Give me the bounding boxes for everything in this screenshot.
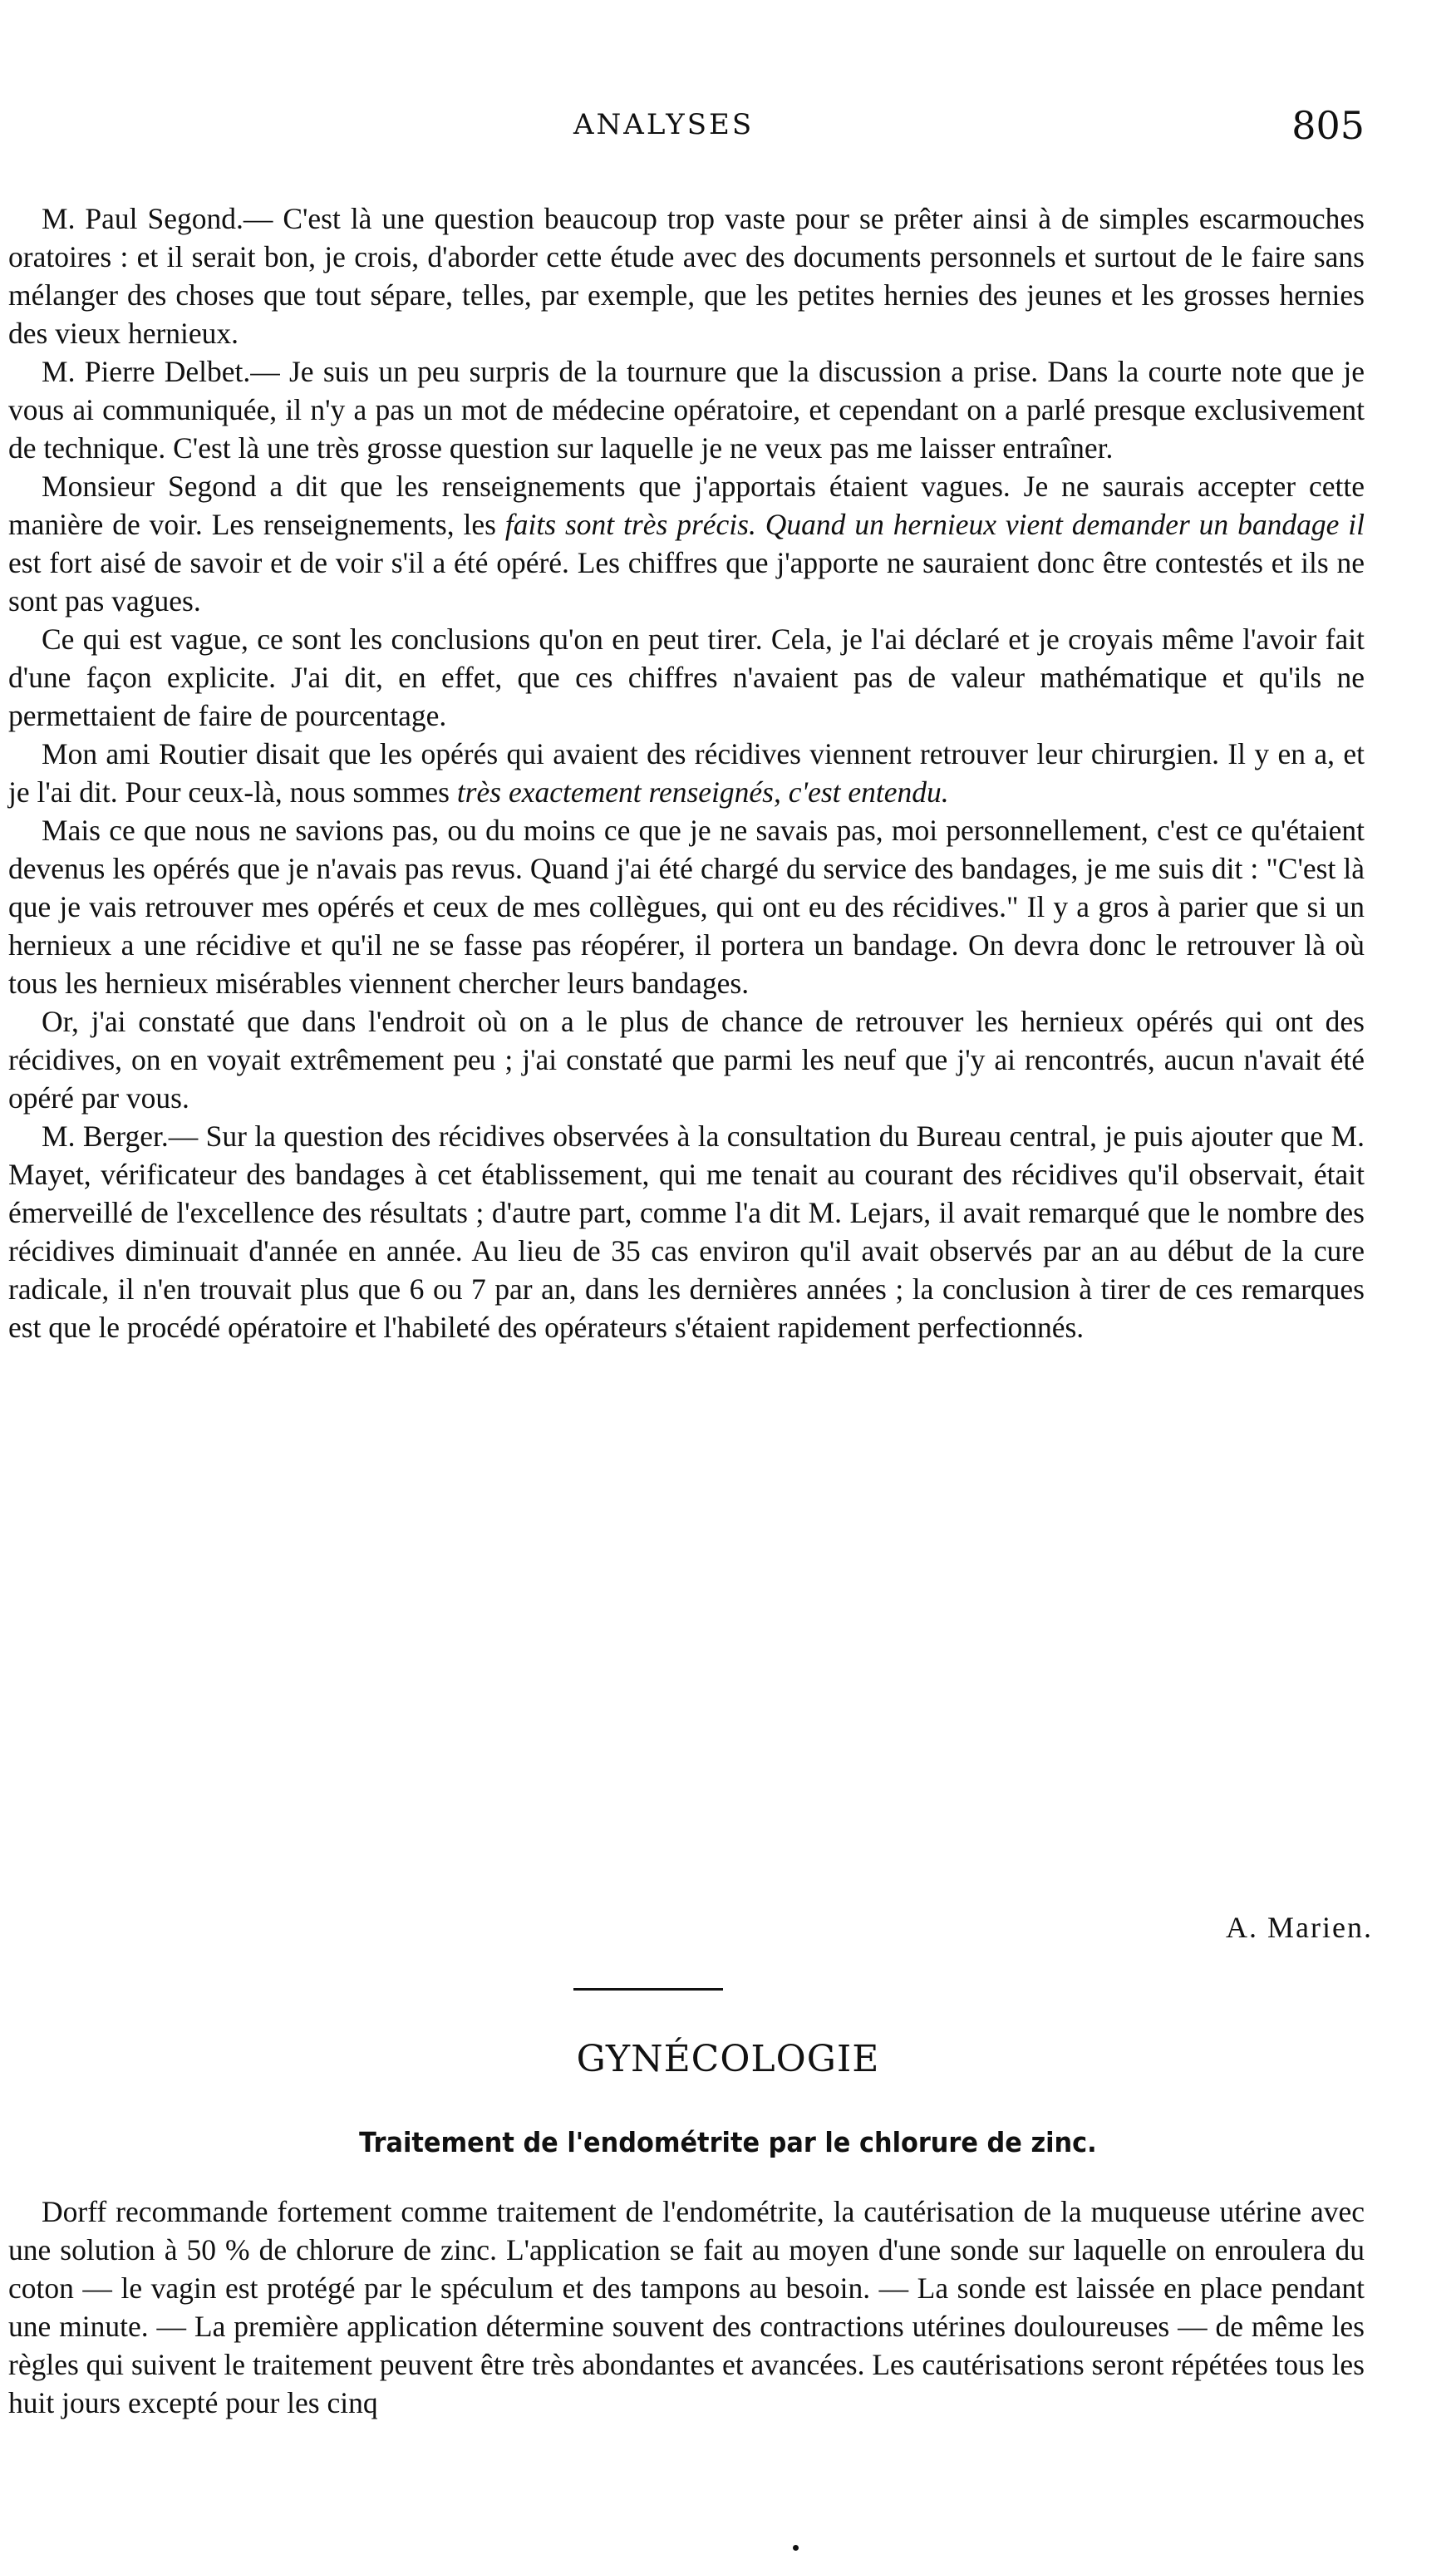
paragraph-renseignements xyxy=(8,467,1365,620)
paragraph-text: Mon ami Routier disait que les opérés qui avaient des récidives viennent retrouver leur chirurgien. Il y en a, et je l'ai dit. Pour ceux-là, nous sommes xyxy=(8,737,1365,809)
paragraph-routier xyxy=(8,735,1365,811)
paragraph-text: Ce qui est vague, ce sont les conclusions qu'on en peut tirer. Cela, je l'ai déclaré et je croyais même l'avoir fait d'une façon explicite. J'ai dit, en effet, que ces chiffres n'avaient pas de valeur mathématique et qu'ils ne permettaient de faire de pourcentage. xyxy=(8,623,1365,732)
paragraph-dorff: Dorff recommande fortement comme traitement de l'endométrite, la cautérisation de la muqueuse utérine avec une solution à 50 % de chlorure de zinc. L'application se fait au moyen d'une sonde sur laquelle on enroulera du coton — le vagin est protégé par le spéculum et des tampons au besoin. — La sonde est laissée en place pendant une minute. — La première application détermine souvent des contractions utérines douloureuses — de même les règles qui suivent le traitement peuvent être très abondantes et avancées. Les cautérisations seront répétées tous les huit jours excepté pour les cinq xyxy=(8,2195,1365,2419)
section-title: GYNÉCOLOGIE xyxy=(576,2038,880,2080)
running-title: ANALYSES xyxy=(573,108,755,141)
paragraph-segond xyxy=(8,199,1365,352)
italic-text: faits sont très précis. Quand un hernieux vient demander un bandage il xyxy=(504,508,1365,541)
paragraph-delbet xyxy=(8,352,1365,467)
paragraph-text: est fort aisé de savoir et de voir s'il a été opéré. Les chiffres que j'apporte ne sauraient donc être contestés et ils ne sont pas vagues. xyxy=(8,546,1365,618)
speaker-name: M. Paul Segond. xyxy=(42,202,243,235)
paragraph-text: Mais ce que nous ne savions pas, ou du moins ce que je ne savais pas, moi personnellement, c'est ce qu'étaient devenus les opérés que je n'avais pas revus. Quand j'ai été chargé du service des bandages, je me suis dit : "C'est là que je vais retrouver mes opérés et ceux de mes collègues, qui ont eu des récidives." Il y a gros à parier que si un hernieux a une récidive et qu'il ne se fasse pas réopérer, il portera un bandage. On devra donc le retrouver là où tous les hernieux misérables viennent chercher leurs bandages. xyxy=(8,814,1365,1000)
print-speck xyxy=(793,2545,799,2551)
italic-text: très exactement renseignés, c'est entendu. xyxy=(456,775,949,809)
speaker-name: M. Berger. xyxy=(42,1120,169,1153)
paragraph-text: — Je suis un peu surpris de la tournure que la discussion a prise. Dans la courte note que je vous ai communiquée, il n'y a pas un mot de médecine opératoire, et cependant on a parlé presque exclusivement de technique. C'est là une très grosse question sur laquelle je ne veux pas me laisser entraîner. xyxy=(8,355,1365,465)
article-text xyxy=(8,2193,1365,2422)
article-title: Traitement de l'endométrite par le chlorure de zinc. xyxy=(359,2126,1097,2158)
speaker-name: M. Pierre Delbet. xyxy=(42,355,251,388)
paragraph-text: — Sur la question des récidives observées à la consultation du Bureau central, je puis ajouter que M. Mayet, vérificateur des bandages à cet établissement, qui me tenait au courant des récidives qu'il observait, était émerveillé de l'excellence des résultats ; d'autre part, comme l'a dit M. Lejars, il avait remarqué que le nombre des récidives diminuait d'année en année. Au lieu de 35 cas environ qu'il avait observés par an au début de la cure radicale, il n'en trouvait plus que 6 ou 7 par an, dans les dernières années ; la conclusion à tirer de ces remarques est que le procédé opératoire et l'habileté des opérateurs s'étaient rapidement perfectionnés. xyxy=(8,1120,1365,1344)
paragraph-constat xyxy=(8,1002,1365,1117)
paragraph-text: Or, j'ai constaté que dans l'endroit où on a le plus de chance de retrouver les hernieux opérés qui ont des récidives, on en voyait extrêmement peu ; j'ai constaté que parmi les neuf que j'y ai rencontrés, aucun n'avait été opéré par vous. xyxy=(8,1005,1365,1115)
paragraph-conclusions xyxy=(8,620,1365,735)
paragraph-berger xyxy=(8,1117,1365,1346)
section-divider xyxy=(573,1988,723,1991)
paragraph-bandages xyxy=(8,811,1365,1002)
discussion-text xyxy=(8,199,1365,1346)
page-number: 805 xyxy=(1291,103,1365,148)
paragraph-text: — C'est là une question beaucoup trop vaste pour se prêter ainsi à de simples escarmouches oratoires : et il serait bon, je crois, d'aborder cette étude avec des documents personnels et surtout de le faire sans mélanger des choses que tout sépare, telles, par exemple, que les petites hernies des jeunes et les grosses hernies des vieux hernieux. xyxy=(8,202,1365,350)
paragraph-text: Monsieur Segond a dit que les renseignements que j'apportais étaient vagues. Je ne saurais accepter cette manière de voir. Les renseignements, les xyxy=(8,470,1365,541)
running-header xyxy=(0,103,1456,158)
author-signature: A. Marien. xyxy=(1226,1911,1373,1944)
